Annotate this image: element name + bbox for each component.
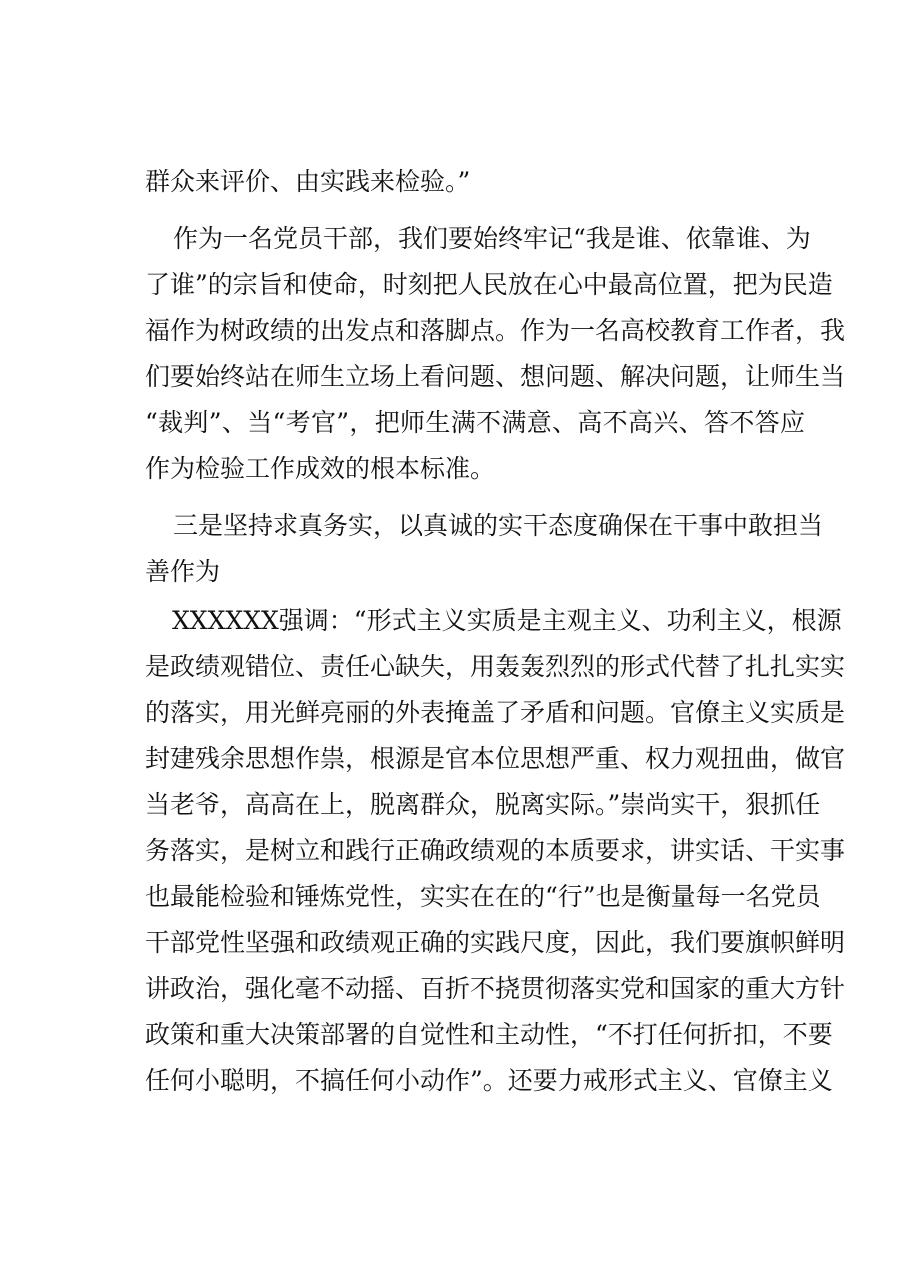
paragraph-2-line-1: 作为一名党员干部，我们要始终牢记“我是谁、依靠谁、为: [173, 224, 811, 253]
paragraph-2-line-5: “裁判”、当“考官”，把师生满不满意、高不高兴、答不答应: [145, 408, 805, 437]
paragraph-1-line-1: 群众来评价、由实践来检验。”: [145, 167, 471, 196]
paragraph-4-line-4: 封建残余思想作祟，根源是官本位思想严重、权力观扭曲，做官: [145, 744, 846, 773]
paragraph-3-line-1: 三是坚持求真务实，以真诚的实干态度确保在干事中敢担当: [173, 511, 824, 540]
paragraph-2-line-2: 了谁”的宗旨和使命，时刻把人民放在心中最高位置，把为民造: [145, 270, 833, 299]
paragraph-3-line-2: 善作为: [145, 557, 221, 586]
paragraph-2-line-4: 们要始终站在师生立场上看问题、想问题、解决问题，让师生当: [145, 362, 846, 391]
paragraph-4-line-5: 当老爷，高高在上，脱离群众，脱离实际。”崇尚实干，狠抓任: [145, 790, 821, 819]
paragraph-4-line-8: 干部党性坚强和政绩观正确的实践尺度，因此，我们要旗帜鲜明: [145, 928, 846, 957]
paragraph-4-line-7: 也最能检验和锤炼党性，实实在在的“行”也是衡量每一名党员: [145, 882, 821, 911]
paragraph-4-line-3: 的落实，用光鲜亮丽的外表掩盖了矛盾和问题。官僚主义实质是: [145, 698, 846, 727]
paragraph-4-line-2: 是政绩观错位、责任心缺失，用轰轰烈烈的形式代替了扎扎实实: [145, 652, 846, 681]
paragraph-4-line-9: 讲政治，强化毫不动摇、百折不挠贯彻落实党和国家的重大方针: [145, 974, 846, 1003]
paragraph-2-line-3: 福作为树政绩的出发点和落脚点。作为一名高校教育工作者，我: [145, 316, 846, 345]
paragraph-2-line-6: 作为检验工作成效的根本标准。: [145, 454, 496, 483]
paragraph-4-line-1: XXXXXX强调：“形式主义实质是主观主义、功利主义，根源: [172, 606, 842, 635]
paragraph-4-line-10: 政策和重大决策部署的自觉性和主动性，“不打任何折扣，不要: [145, 1020, 833, 1049]
paragraph-4-line-11: 任何小聪明，不搞任何小动作”。还要力戒形式主义、官僚主义: [145, 1066, 833, 1095]
paragraph-4-line-6: 务落实，是树立和践行正确政绩观的本质要求，讲实话、干实事: [145, 836, 846, 865]
